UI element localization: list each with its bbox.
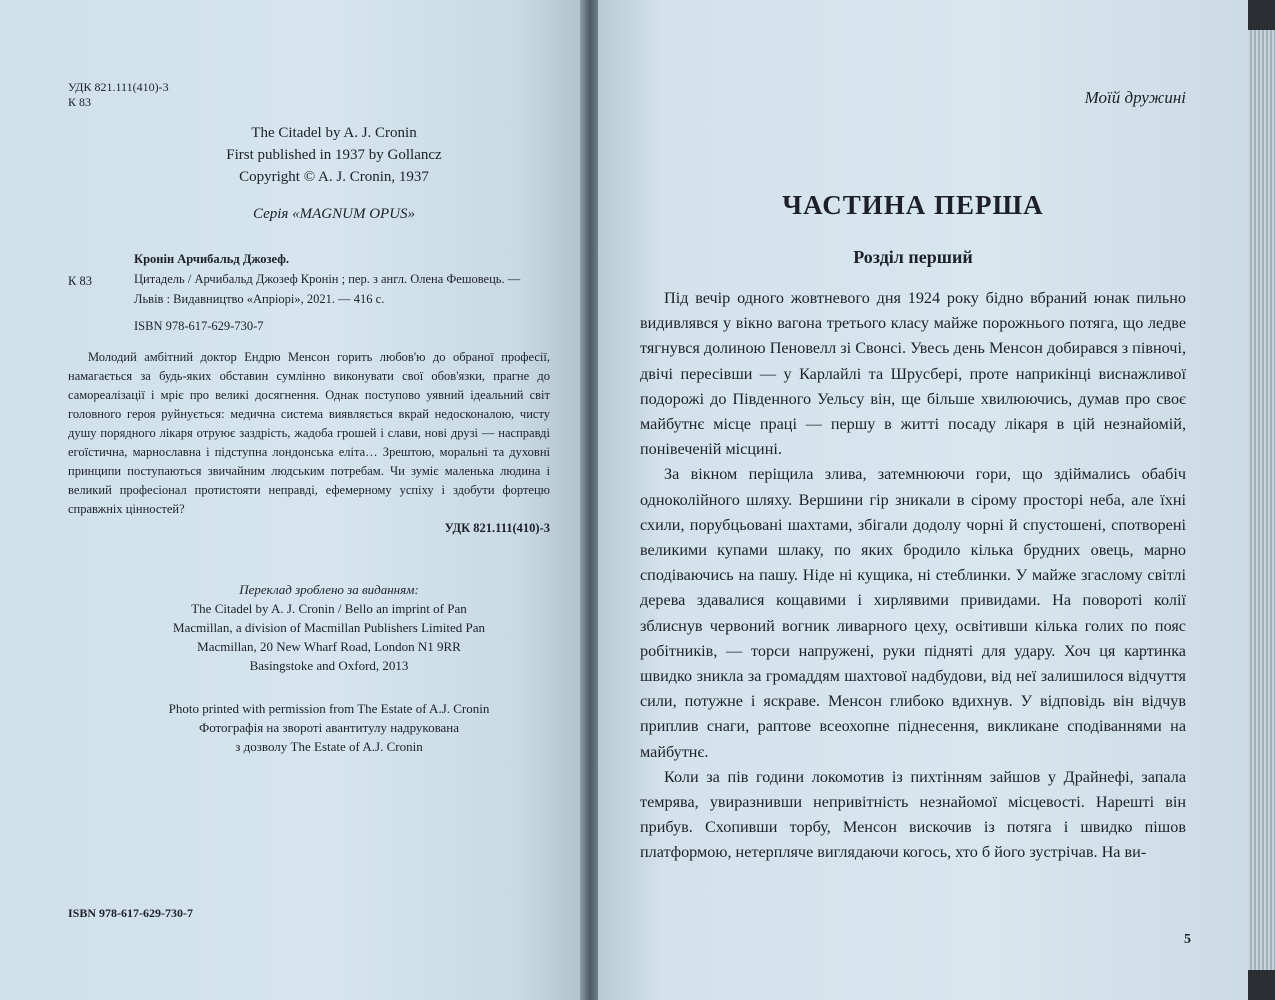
translation-label: Переклад зроблено за виданням: [239, 582, 419, 597]
bibliographic-record [68, 249, 550, 309]
author-heading: Кронін Арчибальд Джозеф. [134, 252, 289, 266]
translation-source-line: Macmillan, 20 New Wharf Road, London N1 9RR [197, 639, 461, 654]
page-number: 5 [1184, 932, 1191, 947]
photo-line: з дозволу The Estate of A.J. Cronin [235, 739, 423, 754]
part-title: ЧАСТИНА ПЕРША [782, 190, 1044, 220]
k-margin-code: К 83 [68, 274, 92, 288]
book-annotation: Молодий амбітний доктор Ендрю Менсон горить любов'ю до обраної професії, намагається за будь-яких обставин сумлінно виконувати свої обов'язки, прагне до самореалізації і мріє про великі досягнення. Однак поступово уявний ідеальний світ головного героя руйнується: медична система виявляється вкрай недосконалою, чисту душу порядного лікаря отруює заздрість, жадоба грошей і слави, нові друзі — насправді егоїстична, марнославна і підступна лондонська еліта… Зрештою, моральні та духовні принципи поступаються звичайним людським потребам. Чи зуміє маленька людина і великий професіонал протистояти неправді, ефемерному успіху і здобути фортецю справжніх цінностей? [68, 350, 550, 516]
original-title-block [68, 122, 550, 188]
udk-code: УДК 821.111(410)-3 [68, 80, 169, 94]
photo-permission-block [68, 699, 550, 756]
udk-bottom: УДК 821.111(410)-3 [444, 521, 550, 535]
series-name: Серія «MAGNUM OPUS» [252, 206, 416, 222]
original-title-line: Copyright © A. J. Cronin, 1937 [239, 169, 429, 185]
bibliographic-entry: Цитадель / Арчибальд Джозеф Кронін ; пер. з англ. Олена Фешовець. — Львів : Видавництво «Апріорі», 2021. — 416 с. [134, 272, 521, 306]
original-title-line: First published in 1937 by Gollancz [226, 147, 442, 163]
original-title-line: The Citadel by A. J. Cronin [251, 125, 417, 141]
udk-header [68, 80, 550, 110]
isbn-bottom: ISBN 978-617-629-730-7 [68, 906, 193, 920]
body-paragraph: Коли за пів години локомотив із пихтінням зайшов у Драйнефі, запала темрява, увиразнивши непривітність незнайомої місцевості. Нарешті він прибув. Схопивши торбу, Менсон вискочив із потяга і швидко пішов платформою, нетерпляче виглядаючи когось, хто б його зустрічав. На ви- [640, 767, 1186, 862]
copyright-page [0, 0, 590, 1000]
chapter-body [640, 286, 1186, 866]
body-paragraph: Під вечір одного жовтневого дня 1924 року бідно вбраний юнак пильно видивлявся у вікно вагона третього класу майже порожнього потяга, що ледве тягнувся долиною Пеновелл зі Свонсі. Увесь день Менсон добирався з півночі, двічі пересівши — у Карлайлі та Шрусбері, проте наприкінці виснажливої подорожі до Південного Уельсу він, ще більше хвилюючись, думав про своє майбутнє місце праці — першу в житті посаду лікаря в цій незнайомій, понівеченій місцині. [640, 289, 1186, 459]
isbn: ISBN 978-617-629-730-7 [134, 319, 264, 333]
photo-line: Photo printed with permission from The Estate of A.J. Cronin [168, 701, 490, 716]
dedication: Моїй дружині [1084, 88, 1186, 107]
translation-source-line: The Citadel by A. J. Cronin / Bello an imprint of Pan [191, 601, 467, 616]
body-paragraph: За вікном періщила злива, затемнюючи гори, що здіймались обабіч одноколійного шляху. Вершини гір зникали в сірому просторі неба, але їхні схили, порубцьовані шахтами, збігали додолу чорні й спустошені, спотворені великими купами шлаку, по яких бродило кілька брудних овець, марно сподіваючись на пашу. Ніде ні кущика, ні стеблинки. У майже згаслому світлі дерева здавалися кощавими і хирлявими привидами. На повороті колії зблиснув червоний вогник ливарного цеху, освітивши кілька голих по пояс робітників, — торси напружені, руки підняті для удару. Хоч ця картинка швидко зникла за громаддям шахтової надбудови, від неї залишилося відчуття сили, потужне і яскраве. Менсон глибоко вдихнув. У відповідь він відчув приплив снаги, раптове всеохопне піднесення, викликане сподіваннями на майбутнє. [640, 465, 1186, 761]
translation-source-block [68, 580, 550, 675]
chapter-title: Розділ перший [853, 247, 973, 267]
page-edges [1248, 30, 1275, 970]
translation-source-line: Macmillan, a division of Macmillan Publishers Limited Pan [173, 620, 485, 635]
k-code: К 83 [68, 95, 92, 109]
chapter-page [598, 0, 1248, 1000]
translation-source-line: Basingstoke and Oxford, 2013 [249, 658, 409, 673]
photo-line: Фотографія на звороті авантитулу надрукована [198, 720, 460, 735]
